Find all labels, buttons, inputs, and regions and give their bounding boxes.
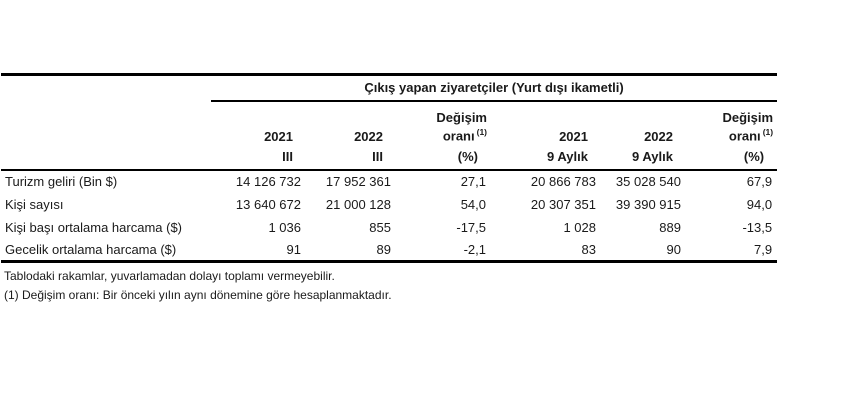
table-notes bbox=[1, 267, 777, 305]
table-row-tourism-income bbox=[1, 170, 777, 193]
table-row-number-of-persons bbox=[1, 193, 777, 216]
table-row-average-expenditure-per-capita bbox=[1, 216, 777, 239]
note-rounding: Tablodaki rakamlar, yuvarlamadan dolayı toplamı vermeyebilir. bbox=[4, 269, 335, 283]
period-header-iii-1: III bbox=[211, 145, 306, 170]
value-cell: -2,1 bbox=[463, 241, 486, 257]
value-cell: -13,5 bbox=[742, 219, 773, 235]
col-header-2022-iii: 2022 bbox=[354, 128, 383, 144]
value-cell: 21 000 128 bbox=[325, 196, 391, 212]
col-header-2021-iii: 2021 bbox=[264, 128, 293, 144]
value-cell: 91 bbox=[286, 241, 301, 257]
value-cell: 35 028 540 bbox=[615, 174, 681, 189]
value-cell: 1 028 bbox=[563, 219, 596, 235]
tourism-statistics-report bbox=[1, 73, 777, 305]
value-cell: 89 bbox=[376, 241, 391, 257]
note-change-rate-definition: (1) Değişim oranı: Bir önceki yılın aynı dönemine göre hesaplanmaktadır. bbox=[4, 288, 392, 302]
value-cell: 20 307 351 bbox=[530, 196, 596, 212]
row-label: Kişi başı ortalama harcama ($) bbox=[5, 219, 183, 235]
value-cell: 54,0 bbox=[460, 196, 486, 212]
change-rate-word-1: Değişim bbox=[436, 110, 487, 126]
period-header-iii-2: III bbox=[306, 145, 396, 170]
table-spanning-header: Çıkış yapan ziyaretçiler (Yurt dışı ikametli) bbox=[211, 75, 777, 101]
period-header-pct-1: (%) bbox=[396, 145, 491, 170]
footnote-marker: (1) bbox=[476, 127, 487, 138]
value-cell: 7,9 bbox=[754, 241, 773, 257]
footnote-marker: (1) bbox=[762, 127, 774, 138]
col-header-2021-9m: 2021 bbox=[559, 128, 588, 144]
value-cell: 90 bbox=[666, 241, 681, 257]
col-header-change-rate-9m bbox=[686, 101, 777, 145]
spanning-header-row bbox=[1, 75, 777, 101]
corner-cell bbox=[1, 75, 211, 170]
value-cell: 889 bbox=[659, 219, 681, 235]
value-cell: 1 036 bbox=[268, 219, 301, 235]
tourism-statistics-table bbox=[1, 73, 777, 263]
value-cell: 14 126 732 bbox=[235, 174, 301, 189]
row-label: Gecelik ortalama harcama ($) bbox=[5, 241, 177, 257]
value-cell: 20 866 783 bbox=[530, 174, 596, 189]
change-rate-word-2: oranı $^{(1)}$ bbox=[442, 127, 487, 144]
value-cell: 855 bbox=[369, 219, 391, 235]
value-cell: 39 390 915 bbox=[615, 196, 681, 212]
period-header-pct-2: (%) bbox=[686, 145, 777, 170]
col-header-2022-9m: 2022 bbox=[644, 128, 673, 144]
value-cell: 13 640 672 bbox=[235, 196, 301, 212]
period-header-9aylik-2: 9 Aylık bbox=[601, 145, 686, 170]
value-cell: 83 bbox=[581, 241, 596, 257]
col-header-change-rate-quarter bbox=[396, 101, 491, 145]
change-rate-word-2: oranı $^{(1)}$ bbox=[728, 127, 774, 144]
change-rate-word-1: Değişim bbox=[722, 110, 774, 126]
value-cell: 17 952 361 bbox=[325, 174, 391, 189]
row-label: Turizm geliri (Bin $) bbox=[5, 174, 118, 189]
period-header-9aylik-1: 9 Aylık bbox=[491, 145, 601, 170]
value-cell: -17,5 bbox=[456, 219, 486, 235]
table-row-average-expenditure-per-night bbox=[1, 239, 777, 262]
value-cell: 27,1 bbox=[460, 174, 486, 189]
value-cell: 67,9 bbox=[746, 174, 773, 189]
value-cell: 94,0 bbox=[746, 196, 773, 212]
row-label: Kişi sayısı bbox=[5, 196, 64, 212]
